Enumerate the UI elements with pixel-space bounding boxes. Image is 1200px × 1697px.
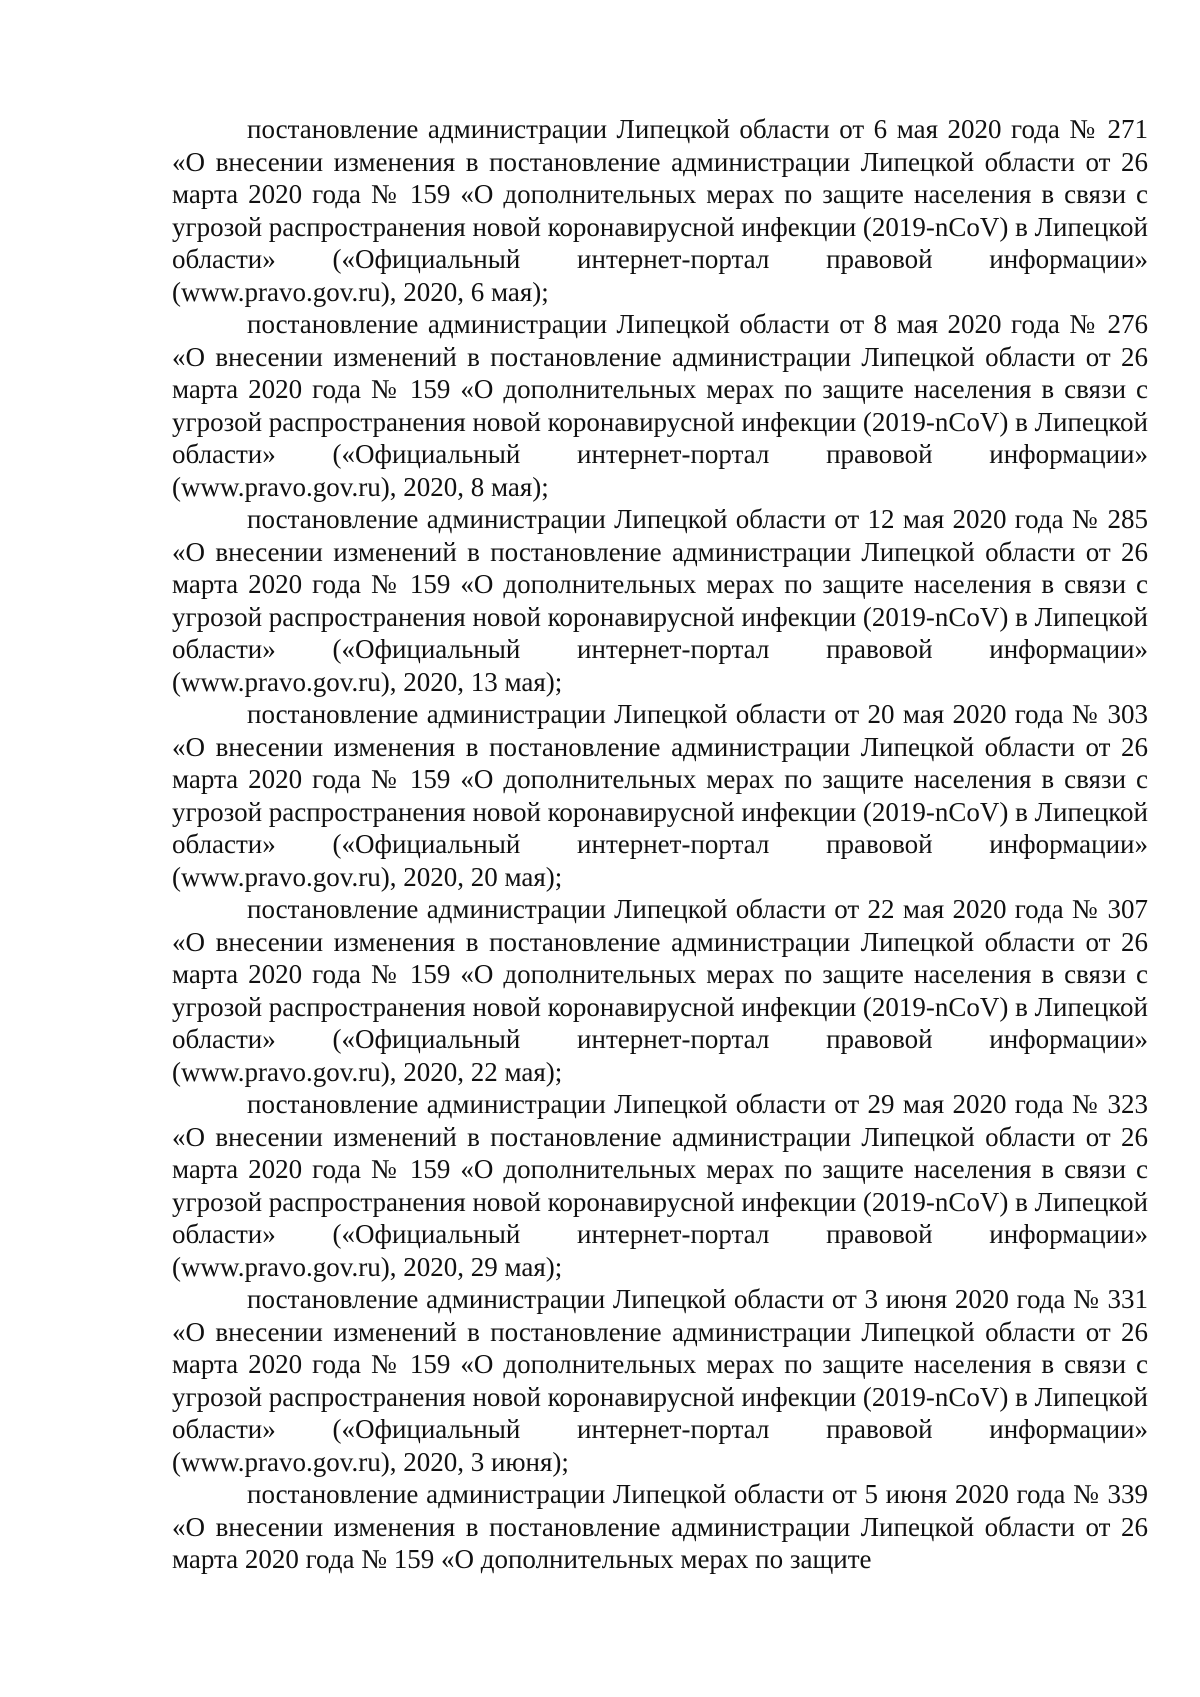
paragraph-decree-276: постановление администрации Липецкой области от 8 мая 2020 года № 276 «О внесении изменений в постановление администрации Липецкой области от 26 марта 2020 года № 159 «О дополнительных мерах по защите населения в связи с угрозой распространения новой коронавирусной инфекции (2019-nCoV) в Липецкой области» («Официальный интернет-портал правовой информации» (www.pravo.gov.ru), 2020, 8 мая); <box>172 309 1148 502</box>
paragraph-decree-307: постановление администрации Липецкой области от 22 мая 2020 года № 307 «О внесении изменения в постановление администрации Липецкой области от 26 марта 2020 года № 159 «О дополнительных мерах по защите населения в связи с угрозой распространения новой коронавирусной инфекции (2019-nCoV) в Липецкой области» («Официальный интернет-портал правовой информации» (www.pravo.gov.ru), 2020, 22 мая); <box>172 894 1148 1087</box>
paragraph-decree-285: постановление администрации Липецкой области от 12 мая 2020 года № 285 «О внесении изменений в постановление администрации Липецкой области от 26 марта 2020 года № 159 «О дополнительных мерах по защите населения в связи с угрозой распространения новой коронавирусной инфекции (2019-nCoV) в Липецкой области» («Официальный интернет-портал правовой информации» (www.pravo.gov.ru), 2020, 13 мая); <box>172 504 1148 697</box>
paragraph-decree-271: постановление администрации Липецкой области от 6 мая 2020 года № 271 «О внесении изменения в постановление администрации Липецкой области от 26 марта 2020 года № 159 «О дополнительных мерах по защите населения в связи с угрозой распространения новой коронавирусной инфекции (2019-nCoV) в Липецкой области» («Официальный интернет-портал правовой информации» (www.pravo.gov.ru), 2020, 6 мая); <box>172 114 1148 307</box>
paragraph-decree-331: постановление администрации Липецкой области от 3 июня 2020 года № 331 «О внесении изменений в постановление администрации Липецкой области от 26 марта 2020 года № 159 «О дополнительных мерах по защите населения в связи с угрозой распространения новой коронавирусной инфекции (2019-nCoV) в Липецкой области» («Официальный интернет-портал правовой информации» (www.pravo.gov.ru), 2020, 3 июня); <box>172 1284 1148 1477</box>
paragraph-decree-323: постановление администрации Липецкой области от 29 мая 2020 года № 323 «О внесении изменений в постановление администрации Липецкой области от 26 марта 2020 года № 159 «О дополнительных мерах по защите населения в связи с угрозой распространения новой коронавирусной инфекции (2019-nCoV) в Липецкой области» («Официальный интернет-портал правовой информации» (www.pravo.gov.ru), 2020, 29 мая); <box>172 1089 1148 1282</box>
document-body <box>172 113 1148 1576</box>
paragraph-decree-339: постановление администрации Липецкой области от 5 июня 2020 года № 339 «О внесении изменения в постановление администрации Липецкой области от 26 марта 2020 года № 159 «О дополнительных мерах по защите <box>172 1479 1148 1574</box>
paragraph-decree-303: постановление администрации Липецкой области от 20 мая 2020 года № 303 «О внесении изменения в постановление администрации Липецкой области от 26 марта 2020 года № 159 «О дополнительных мерах по защите населения в связи с угрозой распространения новой коронавирусной инфекции (2019-nCoV) в Липецкой области» («Официальный интернет-портал правовой информации» (www.pravo.gov.ru), 2020, 20 мая); <box>172 699 1148 892</box>
